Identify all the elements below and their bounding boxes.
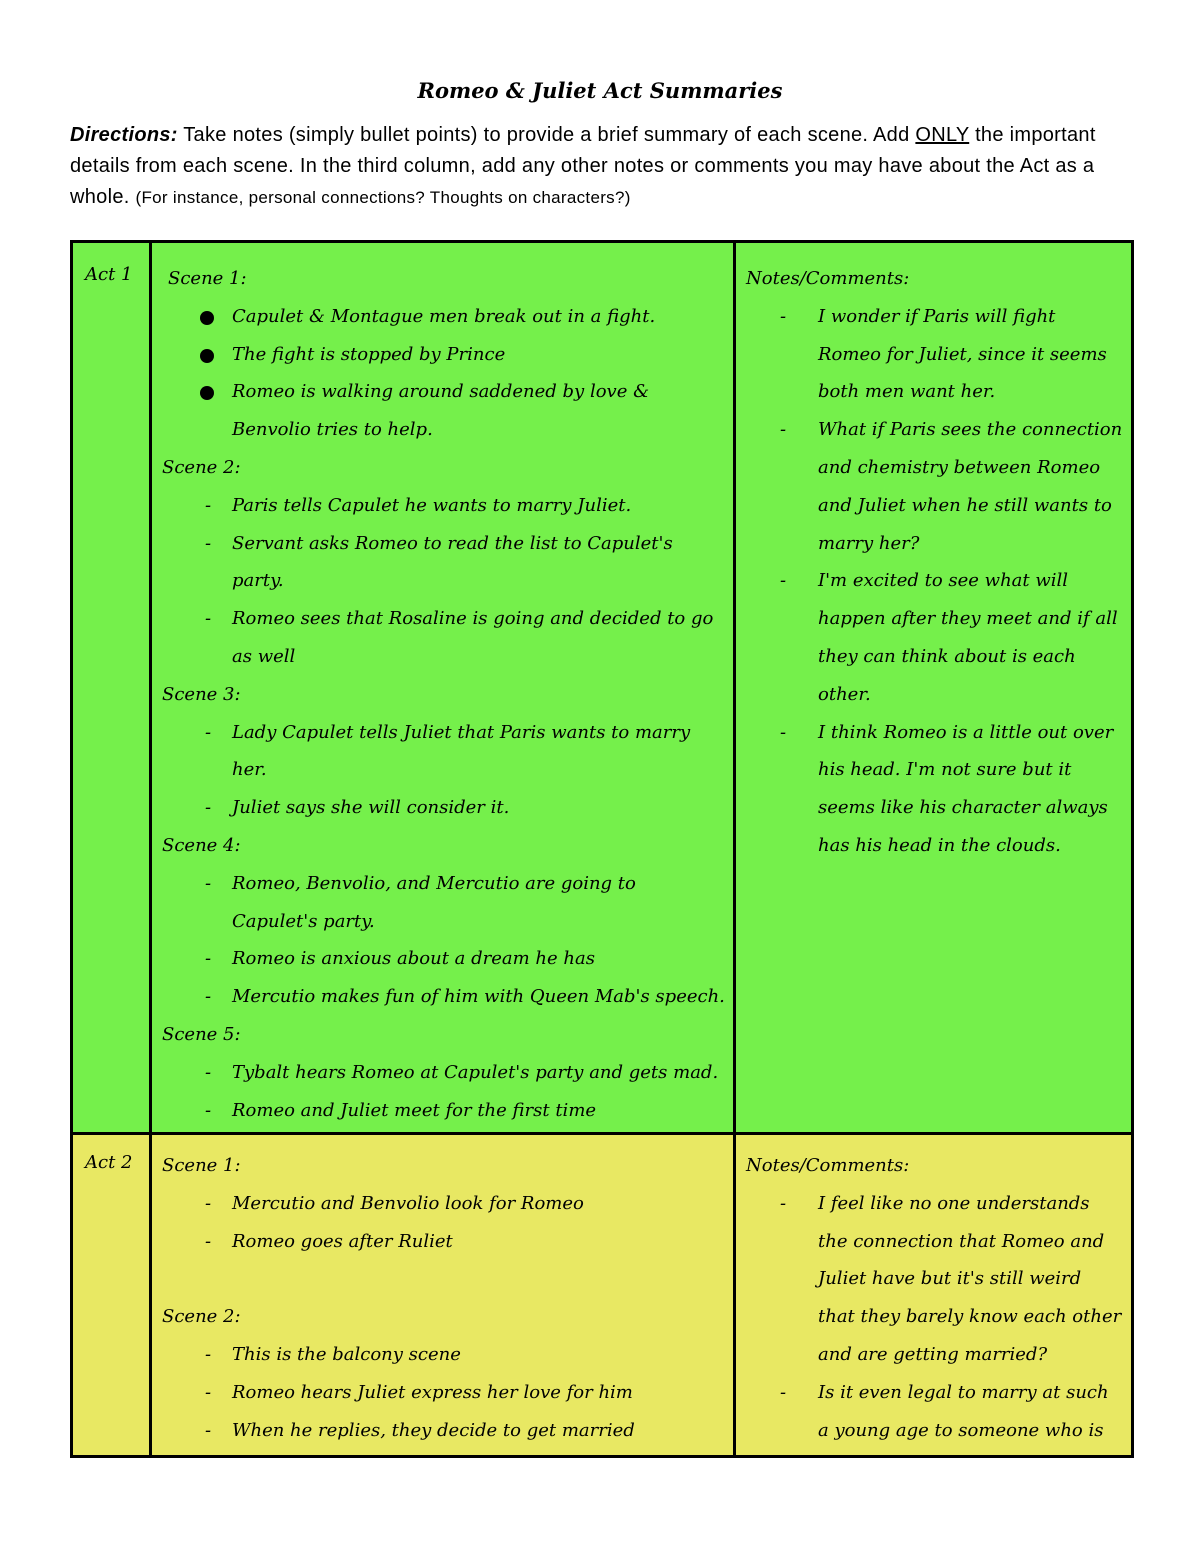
blank-line bbox=[162, 1260, 725, 1298]
notes-cell bbox=[735, 1134, 1133, 1457]
dash-icon: - bbox=[204, 948, 212, 970]
list-item bbox=[162, 940, 725, 978]
dash-icon: - bbox=[204, 721, 212, 743]
notes-cell bbox=[735, 242, 1133, 1134]
note-item bbox=[746, 1185, 1123, 1374]
list-item-text: Mercutio and Benvolio look for Romeo bbox=[232, 1192, 584, 1214]
list-item-text: Lady Capulet tells Juliet that Paris wants to marry her. bbox=[232, 721, 691, 781]
act-row-1 bbox=[72, 242, 1133, 1134]
list-item bbox=[162, 1185, 725, 1223]
list-item-text: Romeo and Juliet meet for the first time bbox=[232, 1099, 597, 1121]
note-text: I'm excited to see what will happen after they meet and if all they can think about is each other. bbox=[818, 570, 1118, 705]
list-item-text: Romeo is walking around saddened by love & Benvolio tries to help. bbox=[232, 381, 650, 441]
list-item-text: Romeo, Benvolio, and Mercutio are going to Capulet's party. bbox=[232, 872, 636, 932]
act-summary-table bbox=[70, 240, 1134, 1458]
scene-item-list bbox=[162, 298, 725, 449]
act-label: Act 2 bbox=[85, 1152, 133, 1173]
scene-item-list bbox=[162, 1185, 725, 1261]
directions-paragraph bbox=[70, 120, 1140, 213]
dash-icon: - bbox=[204, 797, 212, 819]
scene-heading: Scene 5: bbox=[162, 1023, 241, 1045]
dash-icon: - bbox=[204, 1230, 212, 1252]
note-text: I feel like no one understands the connection that Romeo and Juliet have but it's still weird that they barely know each other and are getting married? bbox=[818, 1192, 1122, 1365]
list-item bbox=[162, 1336, 725, 1374]
note-text: I think Romeo is a little out over his head. I'm not sure but it seems like his character always has his head in the clouds. bbox=[818, 721, 1114, 856]
notes-list bbox=[746, 1185, 1123, 1450]
list-item-text: Romeo goes after Ruliet bbox=[232, 1230, 453, 1252]
directions-label: Directions: bbox=[70, 124, 178, 146]
directions-emphasis: ONLY bbox=[915, 124, 970, 146]
list-item-text: Romeo is anxious about a dream he has bbox=[232, 948, 595, 970]
dash-icon: - bbox=[204, 1192, 212, 1214]
dash-icon: - bbox=[204, 986, 212, 1008]
act-label: Act 1 bbox=[85, 264, 133, 285]
list-item-text: Capulet & Montague men break out in a fight. bbox=[232, 305, 656, 327]
page-title: Romeo & Juliet Act Summaries bbox=[417, 78, 783, 103]
list-item bbox=[162, 714, 725, 790]
scene-item-list bbox=[162, 487, 725, 676]
dash-icon: - bbox=[204, 872, 212, 894]
list-item bbox=[162, 1412, 725, 1450]
scene-heading: Scene 3: bbox=[162, 683, 241, 705]
note-item bbox=[746, 1374, 1123, 1450]
directions-text-1: Take notes (simply bullet points) to provide a brief summary of each scene. Add bbox=[177, 124, 916, 146]
list-item bbox=[162, 336, 725, 374]
scene-summary-cell bbox=[151, 242, 735, 1134]
dash-icon: - bbox=[780, 1381, 787, 1403]
dash-icon: - bbox=[780, 721, 787, 743]
act-row-2 bbox=[72, 1134, 1133, 1457]
list-item-text: Servant asks Romeo to read the list to Capulet's party. bbox=[232, 532, 673, 592]
list-item bbox=[162, 525, 725, 601]
list-item bbox=[162, 600, 725, 676]
scene-item-list bbox=[162, 714, 725, 827]
note-item bbox=[746, 298, 1123, 411]
note-item bbox=[746, 562, 1123, 713]
list-item bbox=[162, 1374, 725, 1412]
list-item-text: Romeo hears Juliet express her love for him bbox=[232, 1381, 633, 1403]
dash-icon: - bbox=[204, 1381, 212, 1403]
list-item-text: Juliet says she will consider it. bbox=[232, 797, 510, 819]
note-text: What if Paris sees the connection and chemistry between Romeo and Juliet when he still wants to marry her? bbox=[818, 419, 1123, 554]
act-label-cell bbox=[72, 1134, 151, 1457]
scene-heading: Scene 2: bbox=[162, 1306, 241, 1328]
scene-heading: Scene 2: bbox=[162, 456, 241, 478]
note-item bbox=[746, 411, 1123, 562]
notes-heading: Notes/Comments: bbox=[746, 1155, 910, 1176]
directions-text-2: the important details from each scene. In the third column, add any other notes or comments you may have about the Act as a whole. bbox=[70, 124, 1096, 208]
list-item bbox=[162, 1223, 725, 1261]
note-text: I wonder if Paris will fight Romeo for Juliet, since it seems both men want her. bbox=[818, 305, 1107, 403]
list-item-text: The fight is stopped by Prince bbox=[232, 343, 506, 365]
scene-item-list bbox=[162, 1336, 725, 1449]
dash-icon: - bbox=[204, 608, 212, 630]
dash-icon: - bbox=[204, 1419, 212, 1441]
note-text: Is it even legal to marry at such a young age to someone who is bbox=[818, 1381, 1109, 1441]
dash-icon: - bbox=[780, 305, 787, 327]
dash-icon: - bbox=[780, 419, 787, 441]
list-item bbox=[162, 487, 725, 525]
list-item-text: This is the balcony scene bbox=[232, 1343, 461, 1365]
notes-heading: Notes/Comments: bbox=[746, 268, 910, 289]
dash-icon: - bbox=[204, 1099, 212, 1121]
dash-icon: - bbox=[780, 1192, 787, 1214]
dash-icon: - bbox=[780, 570, 787, 592]
dash-icon: - bbox=[204, 494, 212, 516]
list-item bbox=[162, 1092, 725, 1130]
act-label-cell bbox=[72, 242, 151, 1134]
dash-icon: - bbox=[204, 1061, 212, 1083]
list-item bbox=[162, 978, 725, 1016]
notes-list bbox=[746, 298, 1123, 865]
dash-icon: - bbox=[204, 532, 212, 554]
list-item-text: Romeo sees that Rosaline is going and decided to go as well bbox=[232, 608, 714, 667]
list-item bbox=[162, 373, 725, 449]
list-item bbox=[162, 1054, 725, 1092]
scene-heading: Scene 4: bbox=[162, 834, 241, 856]
list-item bbox=[162, 789, 725, 827]
scene-item-list bbox=[162, 1054, 725, 1130]
list-item-text: When he replies, they decide to get married bbox=[232, 1419, 635, 1441]
list-item bbox=[162, 865, 725, 941]
scene-heading: Scene 1: bbox=[162, 1155, 241, 1176]
list-item-text: Mercutio makes fun of him with Queen Mab's speech. bbox=[232, 986, 725, 1008]
directions-parenthetical: (For instance, personal connections? Thoughts on characters?) bbox=[135, 188, 631, 207]
scene-heading: Scene 1: bbox=[168, 268, 247, 289]
list-item-text: Paris tells Capulet he wants to marry Juliet. bbox=[232, 494, 632, 516]
dash-icon: - bbox=[204, 1343, 212, 1365]
list-item-text: Tybalt hears Romeo at Capulet's party and gets mad. bbox=[232, 1061, 719, 1083]
scene-item-list bbox=[162, 865, 725, 1016]
scene-summary-cell bbox=[151, 1134, 735, 1457]
list-item bbox=[162, 298, 725, 336]
note-item bbox=[746, 714, 1123, 865]
